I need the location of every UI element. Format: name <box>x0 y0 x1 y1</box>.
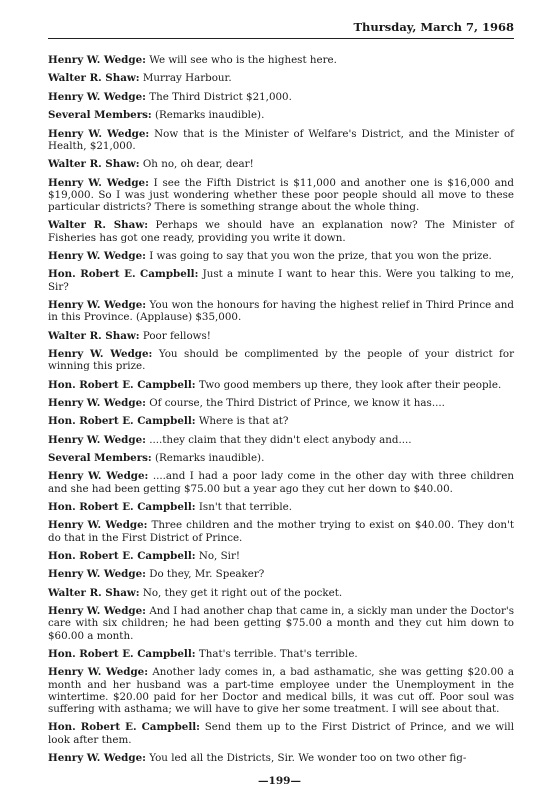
speech-paragraph <box>48 550 514 562</box>
speaker-name: Hon. Robert E. Campbell: <box>48 268 199 281</box>
speech-text: We will see who is the highest here. <box>149 54 337 66</box>
speaker-name: Henry W. Wedge: <box>48 605 146 618</box>
speech-paragraph <box>48 415 514 427</box>
speaker-name: Walter R. Shaw: <box>48 329 140 342</box>
speech-text: You led all the Districts, Sir. We wonder too on two other fig- <box>149 751 467 764</box>
speech-text: Poor fellows! <box>142 329 211 342</box>
speech-text: You should be complimented by the people of your district for winning this prize. <box>48 347 514 373</box>
speech-paragraph <box>48 268 514 292</box>
speech-text: Perhaps we should have an explanation now? The Minister of Fisheries has got one ready, providing you write it down. <box>48 219 514 244</box>
speech-text: Another lady comes in, a bad asthamatic, she was getting $20.00 a month and her husband was a part-time employee under the Unemployment in the wintertime. $20.00 paid for her Doctor and medical bills, it was cut off. Poor soul was suffering with asthama; we will have to give her some treatment. I will see about that. <box>48 666 514 715</box>
speech-paragraph <box>48 109 514 121</box>
speech-text: Isn't that terrible. <box>198 501 293 514</box>
speech-paragraph <box>48 648 514 660</box>
page-header <box>48 18 514 39</box>
speaker-name: Hon. Robert E. Campbell: <box>48 501 196 514</box>
speech-paragraph <box>48 519 514 543</box>
speaker-name: Henry W. Wedge: <box>48 396 146 409</box>
speaker-name: Hon. Robert E. Campbell: <box>48 378 196 391</box>
speech-paragraph <box>48 666 514 715</box>
speech-text: Of course, the Third District of Prince, we know it has.... <box>149 396 445 409</box>
speech-text: Three children and the mother trying to exist on $40.00. They don't do that in the First District of Prince. <box>48 519 515 544</box>
speech-paragraph <box>48 397 514 409</box>
page-number: —199— <box>258 775 301 787</box>
speech-paragraph <box>48 568 514 580</box>
speech-paragraph <box>48 250 514 262</box>
speech-paragraph <box>48 91 514 103</box>
speech-text: The Third District $21,000. <box>149 90 292 103</box>
speaker-name: Henry W. Wedge: <box>48 298 147 311</box>
speech-text: Where is that at? <box>198 415 289 428</box>
speech-paragraph <box>48 299 514 323</box>
speech-paragraph <box>48 158 514 170</box>
speaker-name: Several Members: <box>48 452 152 465</box>
speech-paragraph <box>48 330 514 342</box>
speech-paragraph <box>48 219 514 243</box>
speaker-name: Henry W. Wedge: <box>48 176 149 189</box>
speaker-name: Walter R. Shaw: <box>48 158 140 171</box>
speech-text: Send them up to the First District of Prince, and we will look after them. <box>48 721 514 746</box>
speech-paragraph <box>48 605 514 642</box>
speech-paragraph <box>48 128 514 152</box>
speech-text: Murray Harbour. <box>142 72 232 85</box>
speaker-name: Hon. Robert E. Campbell: <box>48 721 200 734</box>
speech-paragraph <box>48 177 514 214</box>
speech-text: Now that is the Minister of Welfare's District, and the Minister of Health, $21,000. <box>48 127 514 152</box>
speech-text: And I had another chap that came in, a sickly man under the Doctor's care with six children; he had been getting $75.00 a month and they cut him down to $60.00 a month. <box>48 605 514 642</box>
speech-paragraph <box>48 501 514 513</box>
speaker-name: Several Members: <box>48 109 152 122</box>
speech-paragraph <box>48 470 514 494</box>
speaker-name: Henry W. Wedge: <box>48 90 146 103</box>
speech-paragraph <box>48 72 514 84</box>
speech-text: No, they get it right out of the pocket. <box>142 586 343 599</box>
speech-paragraph <box>48 452 514 464</box>
speech-text: I was going to say that you won the prize, that you won the prize. <box>149 249 492 262</box>
speech-paragraph <box>48 721 514 745</box>
speech-text: Oh no, oh dear, dear! <box>142 158 254 171</box>
speech-text: (Remarks inaudible). <box>155 452 265 465</box>
speech-text: ....and I had a poor lady come in the other day with three children and she had been getting $75.00 but a year ago they cut her down to $40.00. <box>48 470 514 495</box>
speech-paragraph <box>48 348 514 372</box>
speech-text: You won the honours for having the highest relief in Third Prince and in this Province. (Applause) $35,000. <box>48 298 514 324</box>
speaker-name: Hon. Robert E. Campbell: <box>48 550 196 563</box>
speaker-name: Hon. Robert E. Campbell: <box>48 648 196 660</box>
speech-text: That's terrible. That's terrible. <box>198 648 358 660</box>
speech-text: Two good members up there, they look after their people. <box>198 378 502 391</box>
speech-text: Just a minute I want to hear this. Were you talking to me, Sir? <box>48 268 514 293</box>
speaker-name: Hon. Robert E. Campbell: <box>48 415 196 428</box>
speech-paragraph <box>48 587 514 599</box>
speech-paragraph <box>48 54 514 66</box>
speech-paragraph <box>48 434 514 446</box>
transcript-body <box>48 54 514 770</box>
speaker-name: Henry W. Wedge: <box>48 347 153 360</box>
speaker-name: Henry W. Wedge: <box>48 519 148 532</box>
speaker-name: Henry W. Wedge: <box>48 470 149 483</box>
speaker-name: Walter R. Shaw: <box>48 219 148 232</box>
speech-paragraph <box>48 379 514 391</box>
speech-text: (Remarks inaudible). <box>155 109 265 122</box>
speech-text: Do they, Mr. Speaker? <box>149 568 265 581</box>
speech-text: I see the Fifth District is $11,000 and another one is $16,000 and $19,000. So I was just wondering whether these poor people should all move to these particular districts? There is something strange about the whole thing. <box>48 176 514 213</box>
speaker-name: Henry W. Wedge: <box>48 751 146 764</box>
header-date: Thursday, March 7, 1968 <box>353 20 514 34</box>
speaker-name: Henry W. Wedge: <box>48 666 148 679</box>
speaker-name: Henry W. Wedge: <box>48 568 146 581</box>
speech-paragraph <box>48 752 514 764</box>
speaker-name: Henry W. Wedge: <box>48 433 146 446</box>
speaker-name: Henry W. Wedge: <box>48 127 150 140</box>
speaker-name: Walter R. Shaw: <box>48 72 140 85</box>
speech-text: No, Sir! <box>198 550 241 563</box>
speaker-name: Walter R. Shaw: <box>48 586 140 599</box>
speaker-name: Henry W. Wedge: <box>48 249 146 262</box>
speech-text: ....they claim that they didn't elect anybody and.... <box>149 433 412 446</box>
speaker-name: Henry W. Wedge: <box>48 54 146 66</box>
